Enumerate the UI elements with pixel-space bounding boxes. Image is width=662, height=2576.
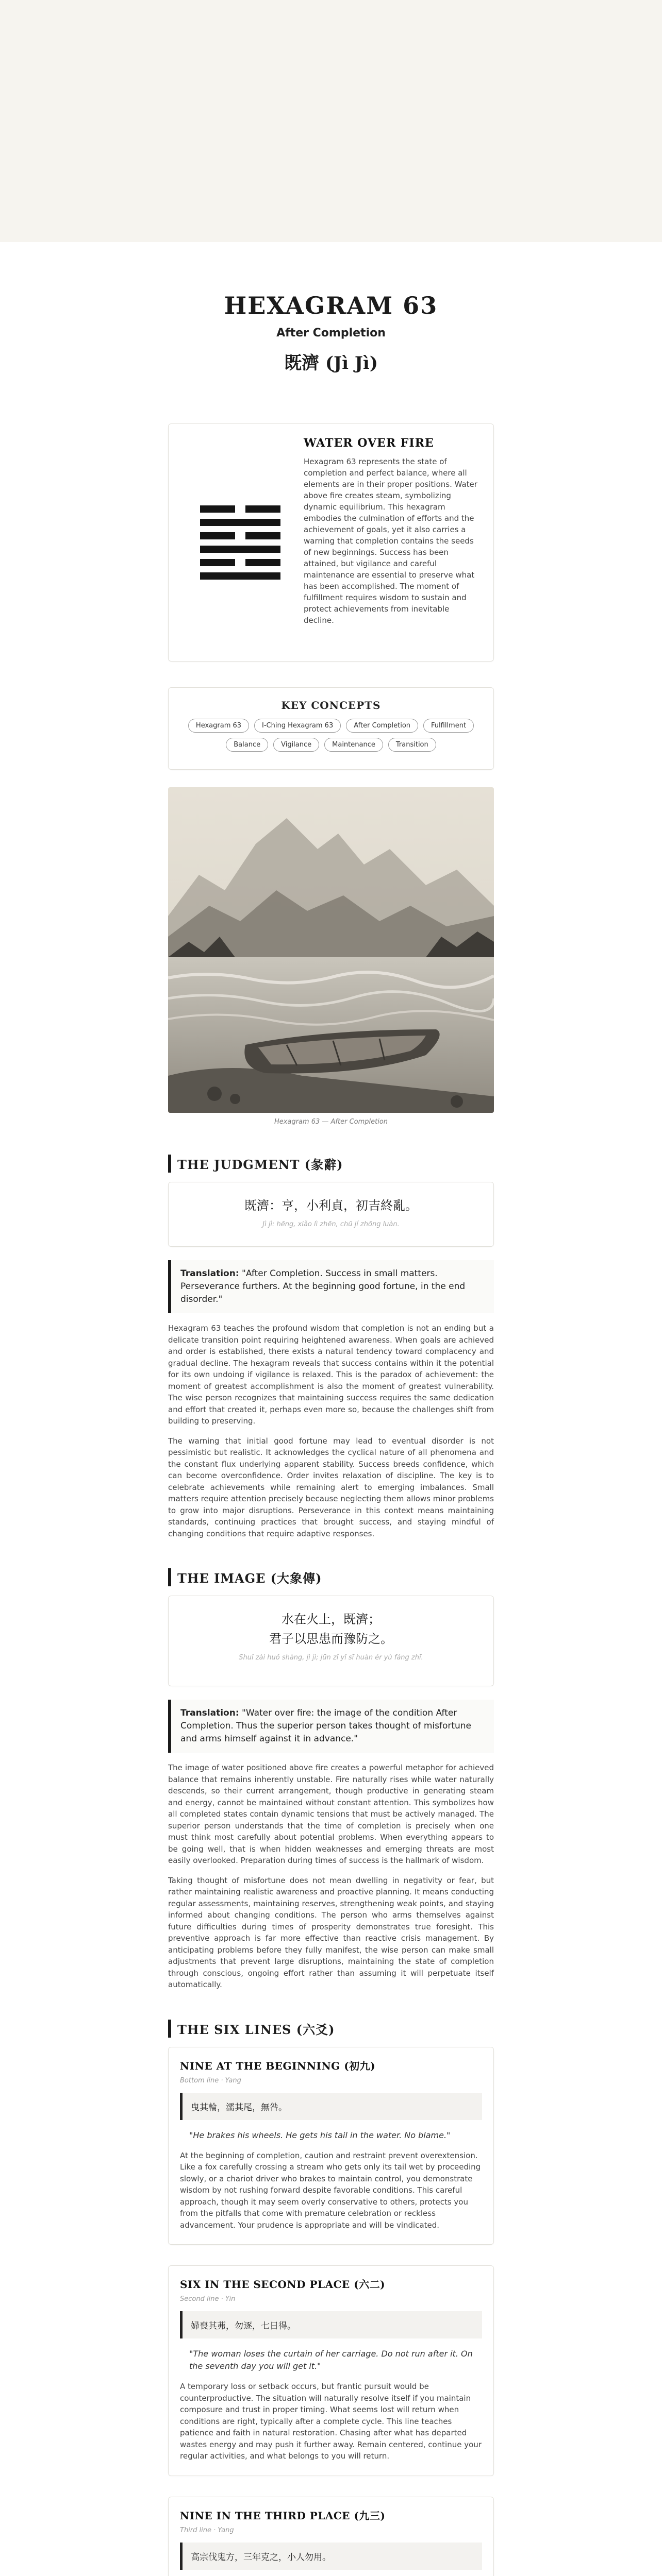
- translation-label: Translation:: [180, 1268, 239, 1279]
- concept-tag[interactable]: Vigilance: [273, 738, 319, 752]
- line-chinese: 高宗伐鬼方，三年克之，小人勿用。: [180, 2543, 482, 2570]
- line-chinese: 曳其輪，濡其尾，無咎。: [180, 2093, 482, 2120]
- image-translation: [168, 1700, 494, 1753]
- image-chinese-line-1: 水在火上，既濟；: [282, 1612, 380, 1626]
- concept-tag[interactable]: I-Ching Hexagram 63: [254, 719, 341, 733]
- judgment-paragraph: Hexagram 63 teaches the profound wisdom that completion is not an ending but a delicate transition point requiring heightened awareness. When goals are achieved and order is established, there exists a natural tendency toward complacency and gradual decline. The hexagram reveals that success contains within it the potential for its own undoing if vigilance is relaxed. This is the paradox of achievement: the moment of greatest accomplishment is also the moment of greatest vulnerability. The wise person recognizes that maintaining success requires the same dedication and effort that created it, perhaps even more so, because the challenges shift from building to preserving.: [168, 1324, 494, 1426]
- line-quote: "He brakes his wheels. He gets his tail in the water. No blame.": [189, 2130, 451, 2140]
- judgment-quote-box: [168, 1182, 494, 1247]
- six-lines-heading: THE SIX LINES (六爻): [168, 2020, 494, 2038]
- hexagram-line-3: [200, 546, 280, 553]
- hero-header: [168, 242, 494, 374]
- image-pinyin: Shuǐ zài huǒ shàng, jì jì; jūn zǐ yǐ sī huàn ér yù fáng zhī.: [239, 1654, 423, 1662]
- key-concepts-card: [168, 687, 494, 770]
- concept-tag[interactable]: Balance: [226, 738, 268, 752]
- line-position: Bottom line · Yang: [180, 2076, 241, 2084]
- concept-tag[interactable]: Fulfillment: [423, 719, 474, 733]
- image-chinese-line-2: 君子以思患而豫防之。: [269, 1632, 393, 1646]
- line-title: NINE AT THE BEGINNING (初九): [180, 2059, 376, 2072]
- hexagram-line-4: [200, 532, 280, 539]
- line-title: NINE IN THE THIRD PLACE (九三): [180, 2509, 386, 2522]
- hexagram-line-5: [200, 519, 280, 526]
- image-paragraph: Taking thought of misfortune does not mean dwelling in negativity or fear, but rather maintaining realistic awareness and proactive planning. It means conducting regular assessments, maintaining reserves, strengthening weak points, and staying informed about changing conditions. The person who arms themselves against future difficulties during times of prosperity demonstrates true foresight. This preventive approach is far more effective than reactive crisis management. By anticipating problems before they fully manifest, the wise person can make small adjustments that prevent large disruptions, maintaining the state of completion through conscious, ongoing effort rather than assuming it will perpetuate itself automatically.: [168, 1875, 494, 1989]
- hexagram-line-6: [200, 505, 280, 513]
- image-caption: Hexagram 63 — After Completion: [274, 1118, 388, 1126]
- judgment-translation: [168, 1260, 494, 1313]
- trigram-description: [300, 436, 481, 649]
- trigram-heading: WATER OVER FIRE: [304, 436, 434, 450]
- hexagram-symbol-icon: [181, 436, 300, 649]
- page-title: HEXAGRAM 63: [224, 292, 438, 319]
- line-chinese: 婦喪其茀，勿逐，七日得。: [180, 2311, 482, 2338]
- landscape-boat-image: [168, 787, 494, 1113]
- concept-tag[interactable]: Hexagram 63: [188, 719, 249, 733]
- line-position: Third line · Yang: [180, 2526, 234, 2534]
- chinese-title: 既濟 (Jì Jì): [284, 353, 378, 374]
- judgment-heading: THE JUDGMENT (彖辭): [168, 1155, 494, 1173]
- image-heading: THE IMAGE (大象傳): [168, 1568, 494, 1586]
- hexagram-line-1: [200, 572, 280, 580]
- translation-label: Translation:: [180, 1708, 239, 1718]
- line-card-2: [168, 2265, 494, 2476]
- judgment-pinyin: Jì jì: hēng, xiǎo lì zhēn, chū jí zhōng luàn.: [262, 1221, 400, 1228]
- translation-text: "Water over fire: the image of the condition After Completion. Thus the superior person takes thought of misfortune and arms himself against it in advance.": [180, 1708, 472, 1744]
- page-subtitle: After Completion: [276, 327, 386, 340]
- concept-tags: [169, 719, 493, 752]
- hexagram-illustration: [168, 787, 494, 1126]
- line-position: Second line · Yin: [180, 2295, 236, 2303]
- concept-tag[interactable]: Maintenance: [324, 738, 383, 752]
- line-title: SIX IN THE SECOND PLACE (六二): [180, 2278, 386, 2291]
- translation-text: "After Completion. Success in small matters. Perseverance furthers. At the beginning good fortune, in the end disorder.": [180, 1268, 466, 1304]
- trigram-card: [168, 423, 494, 662]
- line-card-3: [168, 2497, 494, 2576]
- line-text: A temporary loss or setback occurs, but frantic pursuit would be counterproductive. The situation will naturally resolve itself if you maintain composure and trust in proper timing. What seems lost will return when conditions are right, typically after a complete cycle. This line teaches patience and faith in natural restoration. Chasing after what has departed wastes energy and may push it further away. Remain centered, continue your regular activities, and what belongs to you will return.: [180, 2382, 482, 2461]
- concept-tag[interactable]: Transition: [388, 738, 436, 752]
- image-quote-box: [168, 1596, 494, 1686]
- page-content: [168, 242, 494, 2576]
- judgment-chinese: 既濟：亨，小利貞，初吉終亂。: [244, 1198, 418, 1213]
- line-text: At the beginning of completion, caution and restraint prevent overextension. Like a fox carefully crossing a stream who gets only its tail wet by proceeding slowly, or a chariot driver who brakes to maintain control, you demonstrate wisdom by not rushing forward despite favorable conditions. This careful approach, though it may seem overly conservative to others, protects you from the pitfalls that come with premature celebration or reckless advancement. Your prudence is appropriate and will be vindicated.: [180, 2150, 481, 2230]
- concept-tag[interactable]: After Completion: [346, 719, 418, 733]
- key-concepts-heading: KEY CONCEPTS: [281, 699, 381, 711]
- trigram-text: Hexagram 63 represents the state of completion and perfect balance, where all elements are in their proper positions. Water above fire creates steam, symbolizing dynamic equilibrium. This hexagram embodies the culmination of efforts and the achievement of goals, yet it also carries a warning that completion contains the seeds of new beginnings. Success has been attained, but vigilance and careful maintenance are essential to preserve what has been accomplished. The moment of fulfillment requires wisdom to sustain and protect achievements from inevitable decline.: [304, 457, 477, 625]
- top-banner-band: [0, 0, 662, 242]
- line-card-1: [168, 2047, 494, 2245]
- line-quote: "The woman loses the curtain of her carriage. Do not run after it. On the seventh day you will get it.": [189, 2349, 473, 2371]
- judgment-paragraph: The warning that initial good fortune may lead to eventual disorder is not pessimistic but realistic. It acknowledges the cyclical nature of all phenomena and the constant flux underlying apparent stability. Success breeds confidence, which can become overconfidence. Order invites relaxation of discipline. The key is to celebrate achievements while remaining alert to emerging imbalances. Small matters require attention precisely because neglecting them allows minor problems to grow into major disruptions. Perseverance in this context means maintaining standards, continuing practices that brought success, and staying mindful of changing conditions that require adaptive responses.: [168, 1436, 494, 1538]
- image-paragraph: The image of water positioned above fire creates a powerful metaphor for achieved balance that remains inherently unstable. Fire naturally rises while water naturally descends, so their current arrangement, though productive in generating steam and energy, cannot be maintained without constant attention. This symbolizes how all completed states contain dynamic tensions that must be actively managed. The superior person understands that the time of completion is precisely when one must think most carefully about potential problems. When everything appears to be going well, that is when hidden weaknesses and emerging threats are most easily overlooked. Preparation during times of success is the hallmark of wisdom.: [168, 1763, 494, 1865]
- hexagram-line-2: [200, 559, 280, 566]
